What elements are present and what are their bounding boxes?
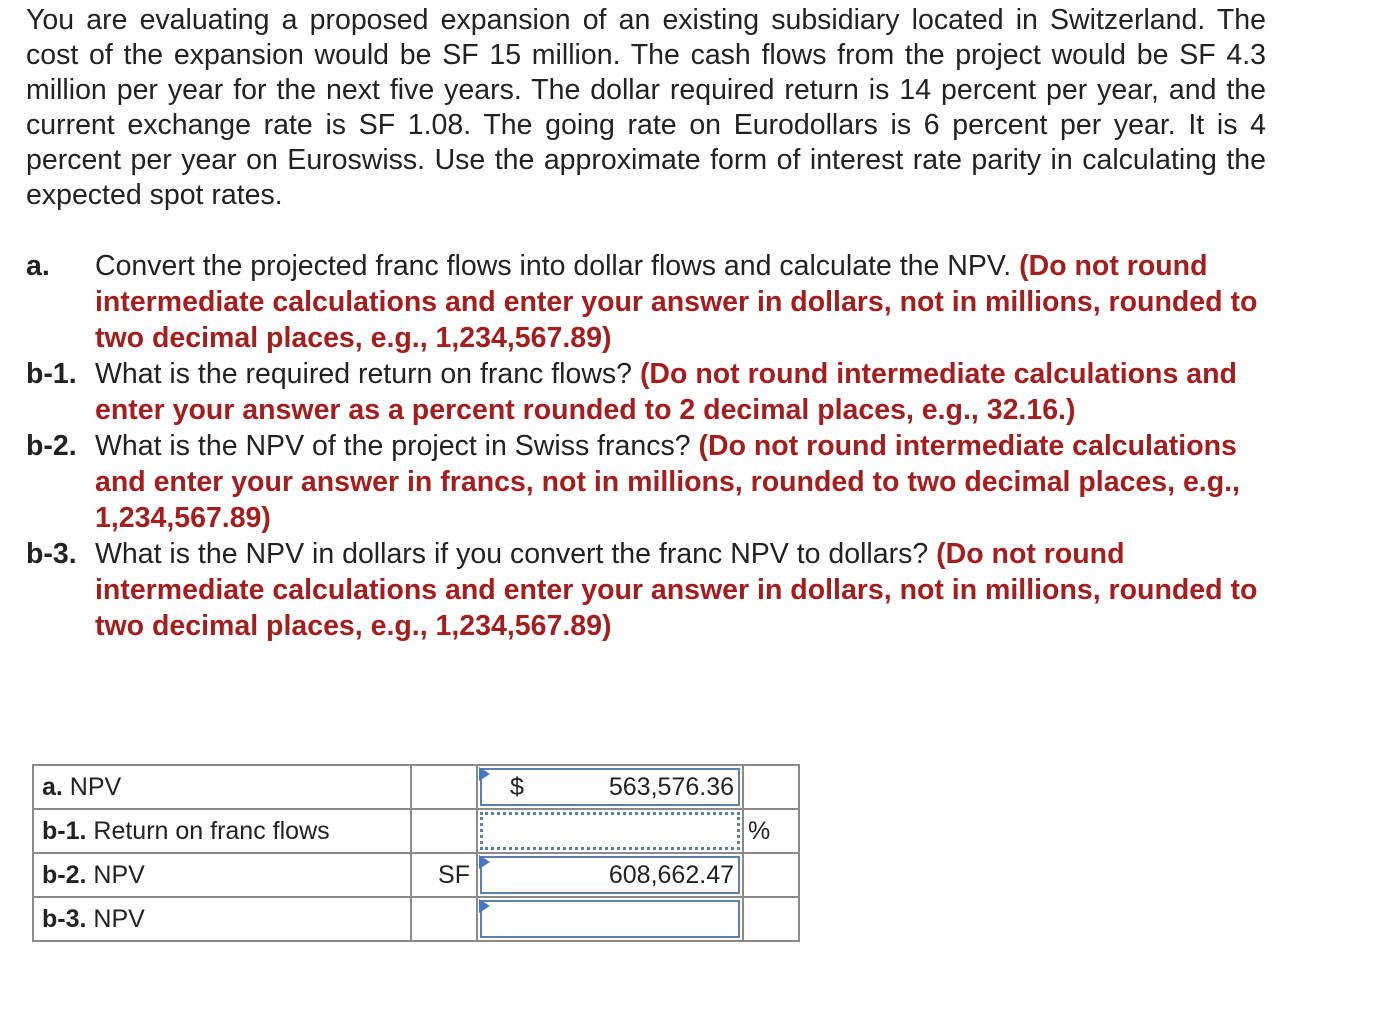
- question-instruction: (Do not round intermediate calculations and enter your answer in dollars, not in millions, rounded to two decimal places, e.g., 1,234,567.89): [95, 538, 1258, 642]
- question-instruction: (Do not round intermediate calculations and enter your answer as a percent rounded to 2 decimal places, e.g., 32.16.): [95, 358, 1237, 426]
- unit-cell: [411, 809, 477, 853]
- unit-cell: [411, 897, 477, 941]
- row-label-text: NPV: [86, 904, 145, 933]
- question-text: What is the NPV of the project in Swiss francs?: [95, 430, 691, 462]
- question-label: b-1.: [26, 358, 77, 390]
- question-label: b-3.: [26, 538, 77, 570]
- question-a: [26, 248, 1276, 356]
- unit-cell: [411, 765, 477, 809]
- question-b2: [26, 428, 1276, 536]
- answer-table: [32, 764, 800, 942]
- question-b1: [26, 356, 1276, 428]
- row-label-key: a.: [42, 772, 63, 801]
- row-label-key: b-3.: [42, 904, 87, 933]
- problem-statement: You are evaluating a proposed expansion of an existing subsidiary located in Switzerland. The cost of the expansion would be SF 15 million. The cash flows from the project would be SF 4.3 million per year for the next five years. The dollar required return is 14 percent per year, and the current exchange rate is SF 1.08. The going rate on Eurodollars is 6 percent per year. It is 4 percent per year on Euroswiss. Use the approximate form of interest rate parity in calculating the expected spot rates.: [26, 4, 1266, 211]
- npv-dollars-input[interactable]: [480, 768, 740, 806]
- currency-symbol: $: [510, 772, 524, 801]
- suffix-cell: [743, 853, 799, 897]
- question-text: Convert the projected franc flows into dollar flows and calculate the NPV.: [95, 250, 1012, 282]
- answer-row-b3: [33, 897, 799, 941]
- question-b3: [26, 536, 1276, 644]
- edit-marker-icon: [479, 899, 490, 913]
- npv-converted-input[interactable]: [480, 900, 740, 938]
- row-label-key: b-1.: [42, 816, 87, 845]
- percent-suffix: %: [743, 809, 799, 853]
- question-list: [26, 248, 1276, 644]
- question-text: What is the NPV in dollars if you convert the franc NPV to dollars?: [95, 538, 929, 570]
- input-value: 608,662.47: [608, 860, 734, 889]
- answer-row-a: [33, 765, 799, 809]
- question-instruction: (Do not round intermediate calculations and enter your answer in francs, not in millions, rounded to two decimal places, e.g., 1,234,567.89): [95, 430, 1240, 534]
- row-label-text: NPV: [62, 772, 122, 801]
- unit-cell: SF: [411, 853, 477, 897]
- answer-row-b2: [33, 853, 799, 897]
- question-instruction: (Do not round intermediate calculations and enter your answer in dollars, not in millions, rounded to two decimal places, e.g., 1,234,567.89): [95, 250, 1258, 354]
- answer-row-b1: [33, 809, 799, 853]
- edit-marker-icon: [479, 855, 490, 869]
- franc-return-input[interactable]: [480, 812, 740, 850]
- row-label-key: b-2.: [42, 860, 87, 889]
- question-text: What is the required return on franc flows?: [95, 358, 633, 390]
- row-label-text: Return on franc flows: [86, 816, 330, 845]
- input-value: 563,576.36: [608, 772, 734, 801]
- suffix-cell: [743, 897, 799, 941]
- question-label: a.: [26, 250, 50, 282]
- edit-marker-icon: [479, 767, 490, 781]
- row-label-text: NPV: [86, 860, 145, 889]
- question-label: b-2.: [26, 430, 77, 462]
- npv-francs-input[interactable]: [480, 856, 740, 894]
- suffix-cell: [743, 765, 799, 809]
